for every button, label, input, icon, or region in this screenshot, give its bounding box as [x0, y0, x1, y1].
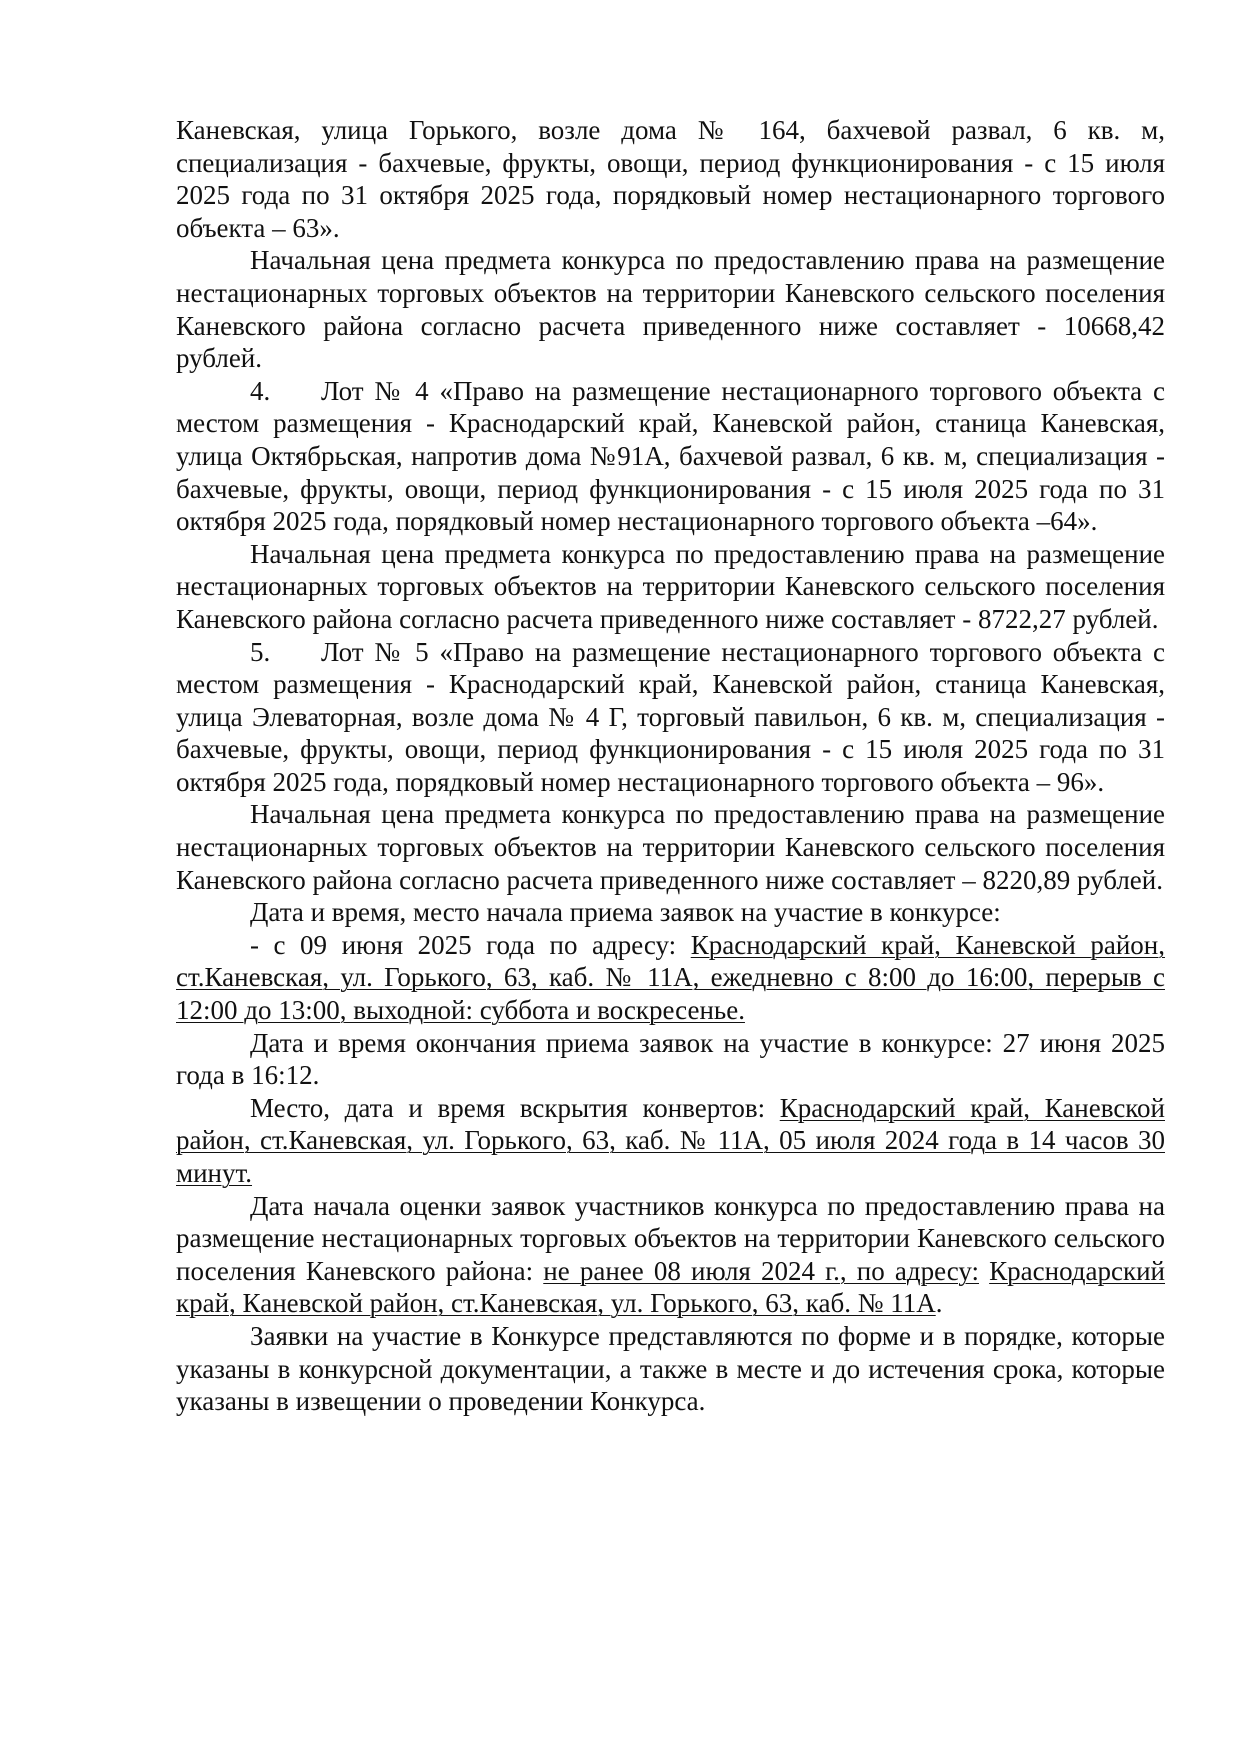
lot5-number: 5. [250, 636, 271, 667]
envelope-opening-details: Краснодарский край, Каневской район, ст.Каневская, ул. Горького, 63, каб. № 11А, 05 июля 2024 года в 14 часов 30 минут. [176, 1092, 1165, 1188]
envelope-opening-label: Место, дата и время вскрытия конвертов: [250, 1092, 780, 1123]
evaluation-space [979, 1256, 989, 1286]
envelope-opening-paragraph [176, 1092, 1165, 1190]
lot4-paragraph [176, 375, 1165, 538]
lot5-paragraph [176, 636, 1165, 799]
evaluation-address: Краснодарский край, Каневской район, ст.Каневская, ул. Горького, 63, каб. № 11А [176, 1255, 1166, 1319]
lot4-number: 4. [250, 375, 271, 406]
lot3-continuation: Каневская, улица Горького, возле дома № 164, бахчевой развал, 6 кв. м, специализация - бахчевые, фрукты, овощи, период функционирования - с 15 июля 2025 года по 31 октября 2025 года, порядковый номер нестационарного торгового объекта – 63». [176, 115, 1165, 243]
evaluation-start-date: не ранее 08 июля 2024 г., по адресу: [543, 1255, 979, 1286]
evaluation-start-label: Дата начала оценки заявок участников конкурса по предоставлению права на размещение нестационарных торговых объектов на территории Каневского сельского поселения Каневского района: [176, 1190, 1165, 1286]
application-start-paragraph [176, 929, 1165, 1027]
lot5-price-paragraph: Начальная цена предмета конкурса по предоставлению права на размещение нестационарных торговых объектов на территории Каневского сельского поселения Каневского района согласно расчета приведенного ниже составляет – 8220,89 рублей. [176, 799, 1165, 895]
application-address: Краснодарский край, Каневской район, ст.Каневская, ул. Горького, 63, каб. № 11А, ежедневно с 8:00 до 16:00, перерыв с 12:00 до 13:00, выходной: суббота и воскресенье. [176, 929, 1165, 1026]
lot3-price-paragraph: Начальная цена предмета конкурса по предоставлению права на размещение нестационарных торговых объектов на территории Каневского сельского поселения Каневского района согласно расчета приведенного ниже составляет - 10668,42 рублей. [176, 245, 1165, 374]
evaluation-start-paragraph [176, 1190, 1165, 1320]
evaluation-period: . [935, 1288, 943, 1319]
lot4-price-paragraph: Начальная цена предмета конкурса по предоставлению права на размещение нестационарных торговых объектов на территории Каневского сельского поселения Каневского района согласно расчета приведенного ниже составляет - 8722,27 рублей. [176, 538, 1165, 634]
document-body [176, 114, 1165, 1418]
application-start-heading: Дата и время, место начала приема заявок на участие в конкурсе: [250, 897, 1001, 928]
application-start-date: - с 09 июня 2025 года по адресу: [250, 929, 691, 960]
application-form-paragraph: Заявки на участие в Конкурсе представляются по форме и в порядке, которые указаны в конкурсной документации, а также в месте и до истечения срока, которые указаны в извещении о проведении Конкурса. [176, 1320, 1165, 1417]
lot4-text: Лот № 4 «Право на размещение нестационарного торгового объекта с местом размещения - Краснодарский край, Каневской район, станица Каневская, улица Октябрьская, напротив дома №91А, бахчевой развал, 6 кв. м, специализация - бахчевые, фрукты, овощи, период функционирования - с 15 июля 2025 года по 31 октября 2025 года, порядковый номер нестационарного торгового объекта –64». [176, 375, 1165, 537]
application-end-paragraph: Дата и время окончания приема заявок на участие в конкурсе: 27 июня 2025 года в 16:12. [176, 1027, 1165, 1091]
lot5-text: Лот № 5 «Право на размещение нестационарного торгового объекта с местом размещения - Краснодарский край, Каневской район, станица Каневская, улица Элеваторная, возле дома № 4 Г, торговый павильон, 6 кв. м, специализация - бахчевые, фрукты, овощи, период функционирования - с 15 июля 2025 года по 31 октября 2025 года, порядковый номер нестационарного торгового объекта – 96». [176, 636, 1165, 797]
